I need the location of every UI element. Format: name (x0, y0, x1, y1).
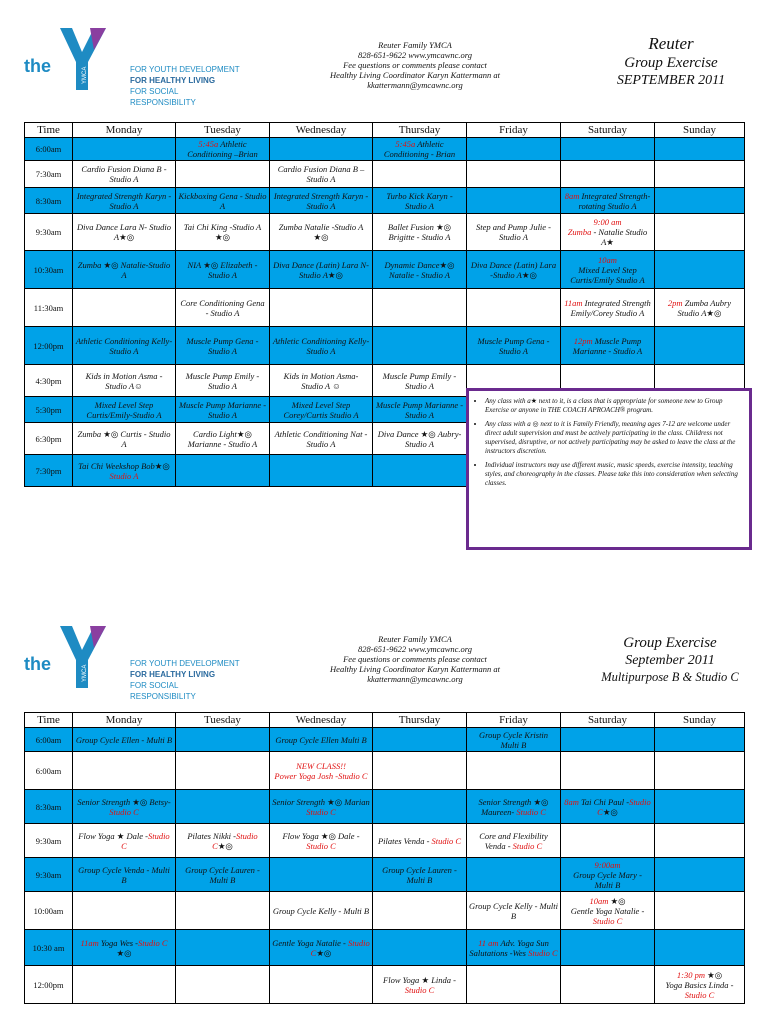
day-header-monday: Monday (73, 123, 176, 138)
time-cell: 10:30 am (25, 930, 73, 966)
schedule-row (25, 966, 745, 1004)
class-cell-saturday (561, 930, 655, 966)
class-cell-thursday (373, 289, 467, 327)
schedule-title-2: Group Exercise September 2011 Multipurpose B & Studio C (601, 635, 739, 684)
class-cell-sunday (655, 161, 745, 188)
time-cell: 6:30pm (25, 423, 73, 455)
day-header-thursday: Thursday (373, 123, 467, 138)
svg-text:YMCA: YMCA (82, 66, 88, 84)
class-cell-monday: Diva Dance Lara N- Studio A★◎ (73, 214, 176, 251)
class-cell-thursday: 5:45a Athletic Conditioning - Brian (373, 138, 467, 161)
time-cell: 7:30pm (25, 455, 73, 487)
class-cell-monday: Athletic Conditioning Kelly-Studio A (73, 327, 176, 365)
schedule-row (25, 251, 745, 289)
class-cell-wednesday: Integrated Strength Karyn - Studio A (270, 188, 373, 214)
ymca-logo (24, 22, 244, 107)
time-cell: 10:00am (25, 892, 73, 930)
time-cell: 9:30am (25, 858, 73, 892)
class-cell-monday: Zumba ★◎ Natalie-Studio A (73, 251, 176, 289)
schedule-row (25, 327, 745, 365)
schedule-row (25, 138, 745, 161)
class-cell-friday: Diva Dance (Latin) Lara -Studio A★◎ (467, 251, 561, 289)
class-cell-saturday: 8am Tai Chi Paul -Studio C★◎ (561, 790, 655, 824)
class-cell-friday (467, 161, 561, 188)
day-header-time: Time (25, 713, 73, 728)
class-cell-saturday: 9:00 am Zumba - Natalie Studio A★ (561, 214, 655, 251)
time-cell: 8:30am (25, 188, 73, 214)
schedule-table-multipurpose-b-studio-c (24, 712, 745, 1004)
schedule-row (25, 728, 745, 752)
class-cell-tuesday: Core Conditioning Gena - Studio A (176, 289, 270, 327)
class-cell-saturday (561, 966, 655, 1004)
class-cell-thursday (373, 752, 467, 790)
class-cell-tuesday: 5:45a Athletic Conditioning –Brian (176, 138, 270, 161)
class-cell-tuesday: Pilates Nikki -Studio C★◎ (176, 824, 270, 858)
class-cell-monday: Group Cycle Venda - Multi B (73, 858, 176, 892)
time-cell: 11:30am (25, 289, 73, 327)
class-cell-thursday (373, 161, 467, 188)
class-cell-monday: Zumba ★◎ Curtis - Studio A (73, 423, 176, 455)
class-cell-tuesday (176, 790, 270, 824)
class-cell-monday (73, 966, 176, 1004)
class-cell-tuesday (176, 930, 270, 966)
class-cell-thursday: Pilates Venda - Studio C (373, 824, 467, 858)
class-cell-saturday: 11am Integrated Strength Emily/Corey Studio A (561, 289, 655, 327)
time-cell: 12:00pm (25, 327, 73, 365)
class-cell-friday (467, 289, 561, 327)
class-cell-tuesday: Kickboxing Gena - Studio A (176, 188, 270, 214)
class-cell-saturday (561, 161, 655, 188)
class-cell-monday: Kids in Motion Asma - Studio A☺ (73, 365, 176, 397)
class-cell-friday: Core and Flexibility Venda - Studio C (467, 824, 561, 858)
class-cell-wednesday: Gentle Yoga Natalie - Studio C★◎ (270, 930, 373, 966)
class-cell-wednesday: Mixed Level Step Corey/Curtis Studio A (270, 397, 373, 423)
time-cell: 4:30pm (25, 365, 73, 397)
legend-notes-box (466, 388, 752, 550)
class-cell-friday: Group Cycle Kristin Multi B (467, 728, 561, 752)
class-cell-sunday (655, 824, 745, 858)
class-cell-tuesday (176, 966, 270, 1004)
class-cell-monday: Group Cycle Ellen - Multi B (73, 728, 176, 752)
day-header-wednesday: Wednesday (270, 713, 373, 728)
class-cell-tuesday (176, 892, 270, 930)
class-cell-saturday: 8am Integrated Strength-rotating Studio A (561, 188, 655, 214)
class-cell-sunday: 2pm Zumba Aubry Studio A★◎ (655, 289, 745, 327)
class-cell-saturday (561, 728, 655, 752)
day-header-saturday: Saturday (561, 713, 655, 728)
schedule-row (25, 188, 745, 214)
class-cell-friday (467, 188, 561, 214)
class-cell-friday: 11 am Adv. Yoga Sun Salutations -Wes Studio C (467, 930, 561, 966)
class-cell-sunday (655, 251, 745, 289)
class-cell-tuesday: NIA ★◎ Elizabeth -Studio A (176, 251, 270, 289)
time-cell: 6:00am (25, 728, 73, 752)
legend-note: • Individual instructors may use different music, music speeds, exercise intensity, teaching styles, and choreography in the classes. Please take this into consideration when selecting classes. (485, 461, 741, 488)
class-cell-saturday: 12pm Muscle Pump Marianne - Studio A (561, 327, 655, 365)
class-cell-wednesday (270, 289, 373, 327)
class-cell-thursday: Dynamic Dance★◎ Natalie - Studio A (373, 251, 467, 289)
class-cell-friday (467, 752, 561, 790)
schedule-row (25, 214, 745, 251)
day-header-thursday: Thursday (373, 713, 467, 728)
class-cell-monday (73, 892, 176, 930)
day-header-wednesday: Wednesday (270, 123, 373, 138)
class-cell-tuesday: Muscle Pump Emily - Studio A (176, 365, 270, 397)
class-cell-sunday (655, 858, 745, 892)
time-cell: 9:30am (25, 824, 73, 858)
schedule-row (25, 892, 745, 930)
class-cell-friday: Group Cycle Kelly - Multi B (467, 892, 561, 930)
class-cell-saturday: 10am Mixed Level Step Curtis/Emily Studio A (561, 251, 655, 289)
day-header-sunday: Sunday (655, 123, 745, 138)
schedule-title: Reuter Group Exercise SEPTEMBER 2011 (616, 34, 726, 88)
class-cell-monday: Integrated Strength Karyn - Studio A (73, 188, 176, 214)
time-cell: 6:00am (25, 138, 73, 161)
class-cell-wednesday: Kids in Motion Asma- Studio A ☺ (270, 365, 373, 397)
schedule-row (25, 930, 745, 966)
class-cell-tuesday: Cardio Light★◎ Marianne - Studio A (176, 423, 270, 455)
class-cell-saturday: 10am ★◎ Gentle Yoga Natalie -Studio C (561, 892, 655, 930)
class-cell-saturday: 9:00am Group Cycle Mary - Multi B (561, 858, 655, 892)
class-cell-sunday (655, 138, 745, 161)
time-cell: 8:30am (25, 790, 73, 824)
class-cell-monday: 11am Yoga Wes -Studio C ★◎ (73, 930, 176, 966)
time-cell: 7:30am (25, 161, 73, 188)
class-cell-monday (73, 289, 176, 327)
class-cell-thursday: Flow Yoga ★ Linda -Studio C (373, 966, 467, 1004)
class-cell-wednesday: NEW CLASS!! Power Yoga Josh -Studio C (270, 752, 373, 790)
class-cell-thursday: Turbo Kick Karyn - Studio A (373, 188, 467, 214)
class-cell-wednesday: Group Cycle Kelly - Multi B (270, 892, 373, 930)
class-cell-wednesday: Flow Yoga ★◎ Dale -Studio C (270, 824, 373, 858)
day-header-friday: Friday (467, 713, 561, 728)
schedule-row (25, 790, 745, 824)
schedule-row (25, 824, 745, 858)
legend-note: • Any class with a★ next to it, is a class that is appropriate for someone new to Group Exercise or anyone in THE COACH APROACH® program. (485, 397, 741, 415)
class-cell-monday (73, 752, 176, 790)
time-cell: 9:30am (25, 214, 73, 251)
schedule-row (25, 752, 745, 790)
class-cell-monday: Tai Chi Weekshop Bob★◎ Studio A (73, 455, 176, 487)
schedule-row (25, 161, 745, 188)
class-cell-sunday (655, 728, 745, 752)
schedule-row (25, 289, 745, 327)
logo-tagline: FOR YOUTH DEVELOPMENT FOR HEALTHY LIVING FOR SOCIAL RESPONSIBILITY (130, 659, 240, 701)
logo-tagline: FOR YOUTH DEVELOPMENT FOR HEALTHY LIVING FOR SOCIAL RESPONSIBILITY (130, 65, 240, 107)
class-cell-monday: Flow Yoga ★ Dale -Studio C (73, 824, 176, 858)
ymca-y-logo-icon (24, 22, 114, 94)
class-cell-wednesday (270, 138, 373, 161)
class-cell-friday: Muscle Pump Gena - Studio A (467, 327, 561, 365)
class-cell-thursday: Muscle Pump Emily - Studio A (373, 365, 467, 397)
class-cell-tuesday (176, 752, 270, 790)
class-cell-sunday: 1:30 pm ★◎ Yoga Basics Linda -Studio C (655, 966, 745, 1004)
class-cell-monday: Mixed Level Step Curtis/Emily-Studio A (73, 397, 176, 423)
class-cell-wednesday: Diva Dance (Latin) Lara N-Studio A★◎ (270, 251, 373, 289)
class-cell-monday: Senior Strength ★◎ Betsy-Studio C (73, 790, 176, 824)
ymca-logo-2 (24, 620, 244, 701)
class-cell-sunday (655, 188, 745, 214)
contact-info-2: Reuter Family YMCA 828-651-9622 www.ymcawnc.org Fee questions or comments please contact Healthy Living Coordinator Karyn Kattermann at kkattermann@ymcawnc.org (330, 634, 500, 684)
class-cell-friday: Senior Strength ★◎ Maureen- Studio C (467, 790, 561, 824)
class-cell-thursday (373, 892, 467, 930)
class-cell-wednesday (270, 455, 373, 487)
day-header-tuesday: Tuesday (176, 123, 270, 138)
class-cell-wednesday: Group Cycle Ellen Multi B (270, 728, 373, 752)
legend-note: • Any class with a ◎ next to it is Family Friendly, meaning ages 7-12 are welcome under direct adult supervision and must be actively participating in the class. Childress not supervised, disruptive, or not actively participating may be asked to leave the class at the instructors discretion. (485, 420, 741, 456)
class-cell-friday: Step and Pump Julie - Studio A (467, 214, 561, 251)
class-cell-tuesday: Tai Chi King -Studio A ★◎ (176, 214, 270, 251)
day-header-tuesday: Tuesday (176, 713, 270, 728)
class-cell-friday (467, 966, 561, 1004)
day-header-saturday: Saturday (561, 123, 655, 138)
class-cell-wednesday: Senior Strength ★◎ Marian Studio C (270, 790, 373, 824)
class-cell-monday (73, 138, 176, 161)
time-cell: 5:30pm (25, 397, 73, 423)
class-cell-thursday (373, 728, 467, 752)
class-cell-sunday (655, 752, 745, 790)
class-cell-wednesday (270, 966, 373, 1004)
class-cell-thursday: Muscle Pump Marianne - Studio A (373, 397, 467, 423)
class-cell-thursday (373, 455, 467, 487)
class-cell-wednesday: Cardio Fusion Diana B –Studio A (270, 161, 373, 188)
class-cell-friday (467, 858, 561, 892)
class-cell-thursday: Group Cycle Lauren -Multi B (373, 858, 467, 892)
class-cell-saturday (561, 138, 655, 161)
class-cell-wednesday (270, 858, 373, 892)
class-cell-tuesday: Group Cycle Lauren - Multi B (176, 858, 270, 892)
day-header-sunday: Sunday (655, 713, 745, 728)
class-cell-wednesday: Athletic Conditioning Nat - Studio A (270, 423, 373, 455)
class-cell-tuesday: Muscle Pump Marianne - Studio A (176, 397, 270, 423)
class-cell-tuesday (176, 455, 270, 487)
class-cell-thursday: Ballet Fusion ★◎ Brigitte - Studio A (373, 214, 467, 251)
class-cell-thursday (373, 790, 467, 824)
class-cell-wednesday: Athletic Conditioning Kelly-Studio A (270, 327, 373, 365)
day-header-monday: Monday (73, 713, 176, 728)
svg-text:YMCA: YMCA (82, 664, 88, 682)
day-header-time: Time (25, 123, 73, 138)
svg-text:the: the (24, 654, 51, 674)
class-cell-sunday (655, 930, 745, 966)
time-cell: 12:00pm (25, 966, 73, 1004)
day-header-friday: Friday (467, 123, 561, 138)
class-cell-sunday (655, 327, 745, 365)
class-cell-thursday: Diva Dance ★◎ Aubry- Studio A (373, 423, 467, 455)
time-cell: 6:00am (25, 752, 73, 790)
class-cell-wednesday: Zumba Natalie -Studio A ★◎ (270, 214, 373, 251)
schedule-row (25, 858, 745, 892)
class-cell-friday (467, 138, 561, 161)
contact-info: Reuter Family YMCA 828-651-9622 www.ymcawnc.org Fee questions or comments please contact Healthy Living Coordinator Karyn Kattermann at kkattermann@ymcawnc.org (330, 40, 500, 90)
class-cell-sunday (655, 214, 745, 251)
class-cell-saturday (561, 824, 655, 858)
svg-text:the: the (24, 56, 51, 76)
class-cell-thursday (373, 327, 467, 365)
class-cell-monday: Cardio Fusion Diana B -Studio A (73, 161, 176, 188)
class-cell-sunday (655, 790, 745, 824)
class-cell-tuesday (176, 728, 270, 752)
class-cell-sunday (655, 892, 745, 930)
class-cell-tuesday: Muscle Pump Gena - Studio A (176, 327, 270, 365)
ymca-y-logo-icon (24, 620, 114, 692)
class-cell-tuesday (176, 161, 270, 188)
class-cell-thursday (373, 930, 467, 966)
class-cell-saturday (561, 752, 655, 790)
time-cell: 10:30am (25, 251, 73, 289)
